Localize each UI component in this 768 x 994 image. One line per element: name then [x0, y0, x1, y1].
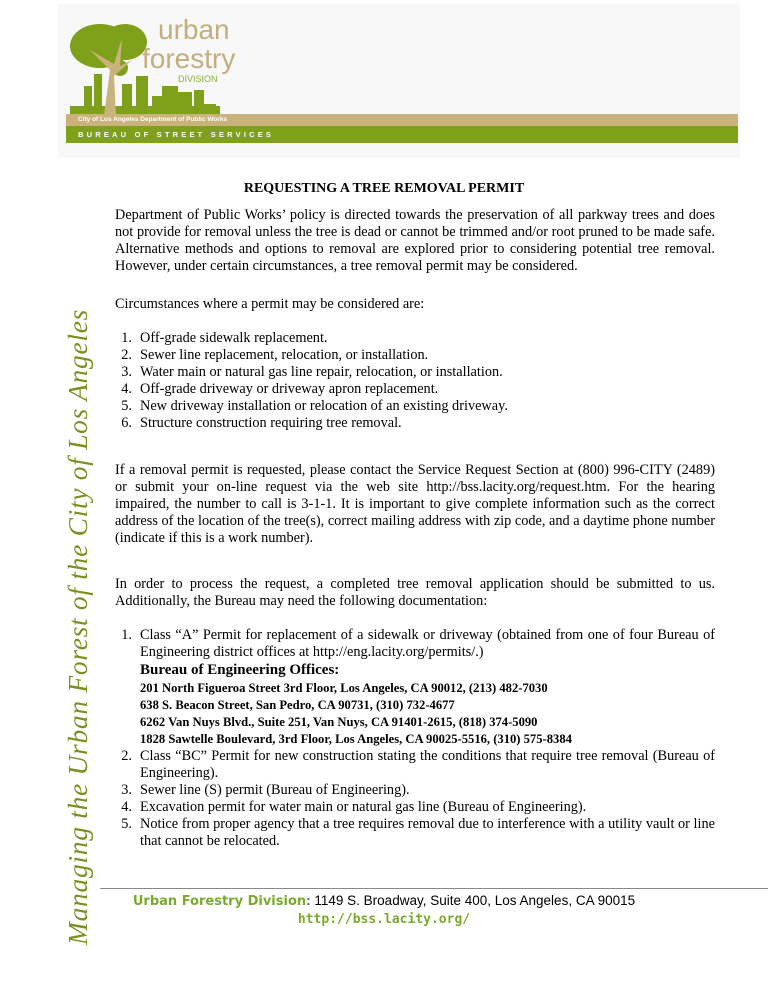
footer-url-link[interactable]: http://bss.lacity.org/	[297, 912, 471, 927]
list-item: 6. Structure construction requiring tree removal.	[121, 415, 402, 431]
circumstances-list	[107, 330, 715, 432]
circumstances-lead: Circumstances where a permit may be considered are:	[115, 296, 425, 312]
list-item: 4. Off-grade driveway or driveway apron replacement.	[121, 381, 439, 397]
page-title: REQUESTING A TREE REMOVAL PERMIT	[243, 181, 525, 196]
list-item: 3. Sewer line (S) permit (Bureau of Engineering).	[121, 782, 410, 798]
document-body	[107, 180, 715, 850]
intro-paragraph: Department of Public Works’ policy is directed towards the preservation of all parkway trees and does not provide for removal unless the tree is dead or cannot be trimmed and/or root pruned to be made safe. Alternative methods and options to removal are explored prior to considering potential tree removal. However, under certain circumstances, a tree removal permit may be considered.	[115, 207, 715, 274]
footer-divider	[100, 888, 768, 889]
offices-heading: Bureau of Engineering Offices:	[140, 662, 340, 678]
list-item: 1. Class “A” Permit for replacement of a sidewalk or driveway (obtained from one of four Bureau of Engineering district offices at http://eng.lacity.org/permits/.) Bureau of Engineering Offices: 201 North Figueroa Street 3rd Floor, Los Angeles, CA 90012, (213) 482-7030 638 S. Beacon Street, San Pedro, CA 90731, (310) 732-4677 6262 Van Nuys Blvd., Suite 251, Van Nuys, CA 91401-2615, (818) 374-5090 1828 Sawtelle Boulevard, 3rd Floor, Los Angeles, CA 90025-5516, (310) 575-8384	[121, 627, 715, 746]
list-item: 5. New driveway installation or relocation of an existing driveway.	[121, 398, 508, 414]
logo-urban: urban	[158, 14, 230, 45]
office-address: 638 S. Beacon Street, San Pedro, CA 90731, (310) 732-4677	[140, 698, 455, 712]
list-item: 2. Class “BC” Permit for new construction stating the conditions that require tree removal (Bureau of Engineering).	[121, 748, 715, 781]
list-item: 2. Sewer line replacement, relocation, or installation.	[121, 347, 429, 363]
logo-division: DIVISION	[178, 74, 218, 84]
office-address: 201 North Figueroa Street 3rd Floor, Los Angeles, CA 90012, (213) 482-7030	[140, 681, 548, 695]
logo-forestry: forestry	[142, 43, 236, 74]
office-address: 6262 Van Nuys Blvd., Suite 251, Van Nuys, CA 91401-2615, (818) 374-5090	[140, 715, 538, 729]
list-item: 5. Notice from proper agency that a tree requires removal due to interference with a utility vault or line that cannot be relocated.	[121, 816, 715, 849]
documents-list	[107, 627, 715, 850]
department-band: City of Los Angeles Department of Public Works	[66, 114, 738, 126]
sidebar-tagline: Managing the Urban Forest of the City of Los Angeles	[62, 308, 93, 945]
contact-paragraph: If a removal permit is requested, please contact the Service Request Section at (800) 996-CITY (2489) or submit your on-line request via the web site http://bss.lacity.org/request.htm. For the hearing impaired, the number to call is 3-1-1. It is important to give complete information such as the correct address of the location of the tree(s), correct mailing address with zip code, and a daytime phone number (indicate if this is a work number).	[115, 462, 715, 546]
bureau-band: BUREAU OF STREET SERVICES	[66, 126, 738, 143]
list-item: 3. Water main or natural gas line repair, relocation, or installation.	[121, 364, 503, 380]
list-item: 1. Off-grade sidewalk replacement.	[121, 330, 328, 346]
footer-address: Urban Forestry Division: 1149 S. Broadway, Suite 400, Los Angeles, CA 90015	[132, 893, 636, 909]
list-item: 4. Excavation permit for water main or natural gas line (Bureau of Engineering).	[121, 799, 587, 815]
office-address: 1828 Sawtelle Boulevard, 3rd Floor, Los Angeles, CA 90025-5516, (310) 575-8384	[140, 732, 572, 746]
process-paragraph: In order to process the request, a completed tree removal application should be submitted to us. Additionally, the Bureau may need the following documentation:	[115, 576, 715, 609]
